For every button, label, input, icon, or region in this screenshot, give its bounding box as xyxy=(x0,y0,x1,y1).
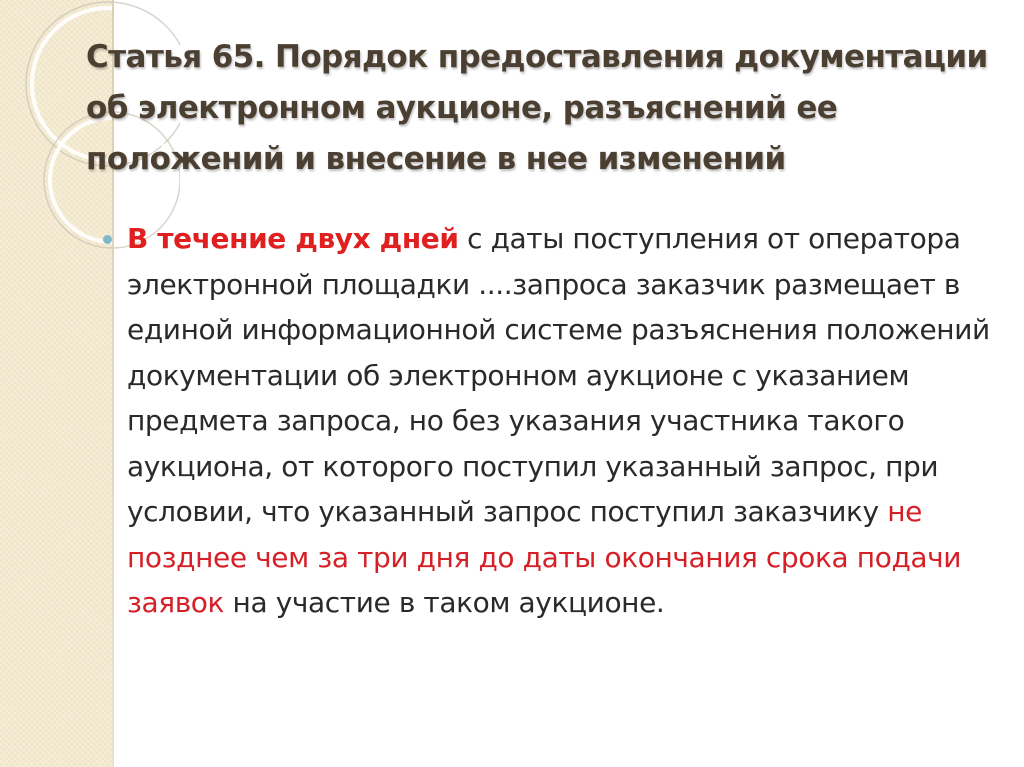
highlight-deadline: В течение двух дней xyxy=(127,222,459,255)
paragraph-text-2: на участие в таком аукционе. xyxy=(224,586,665,619)
bullet-dot xyxy=(103,235,112,244)
slide-title: Статья 65. Порядок предоставления документации об электронном аукционе, разъяснений ее положений и внесение в нее изменений xyxy=(86,39,988,177)
highlight-condition: не позднее чем за три дня до даты окончания срока подачи заявок xyxy=(127,495,962,619)
paragraph-text-1: с даты поступления от оператора электронной площадки ....запроса заказчик размещает в единой информационной системе разъяснения положений документации об электронном аукционе с указанием предмета запроса, но без указания участника такого аукциона, от которого поступил указанный запрос, при условии, что указанный запрос поступил заказчику xyxy=(127,222,990,528)
bullet-paragraph xyxy=(127,216,1007,626)
